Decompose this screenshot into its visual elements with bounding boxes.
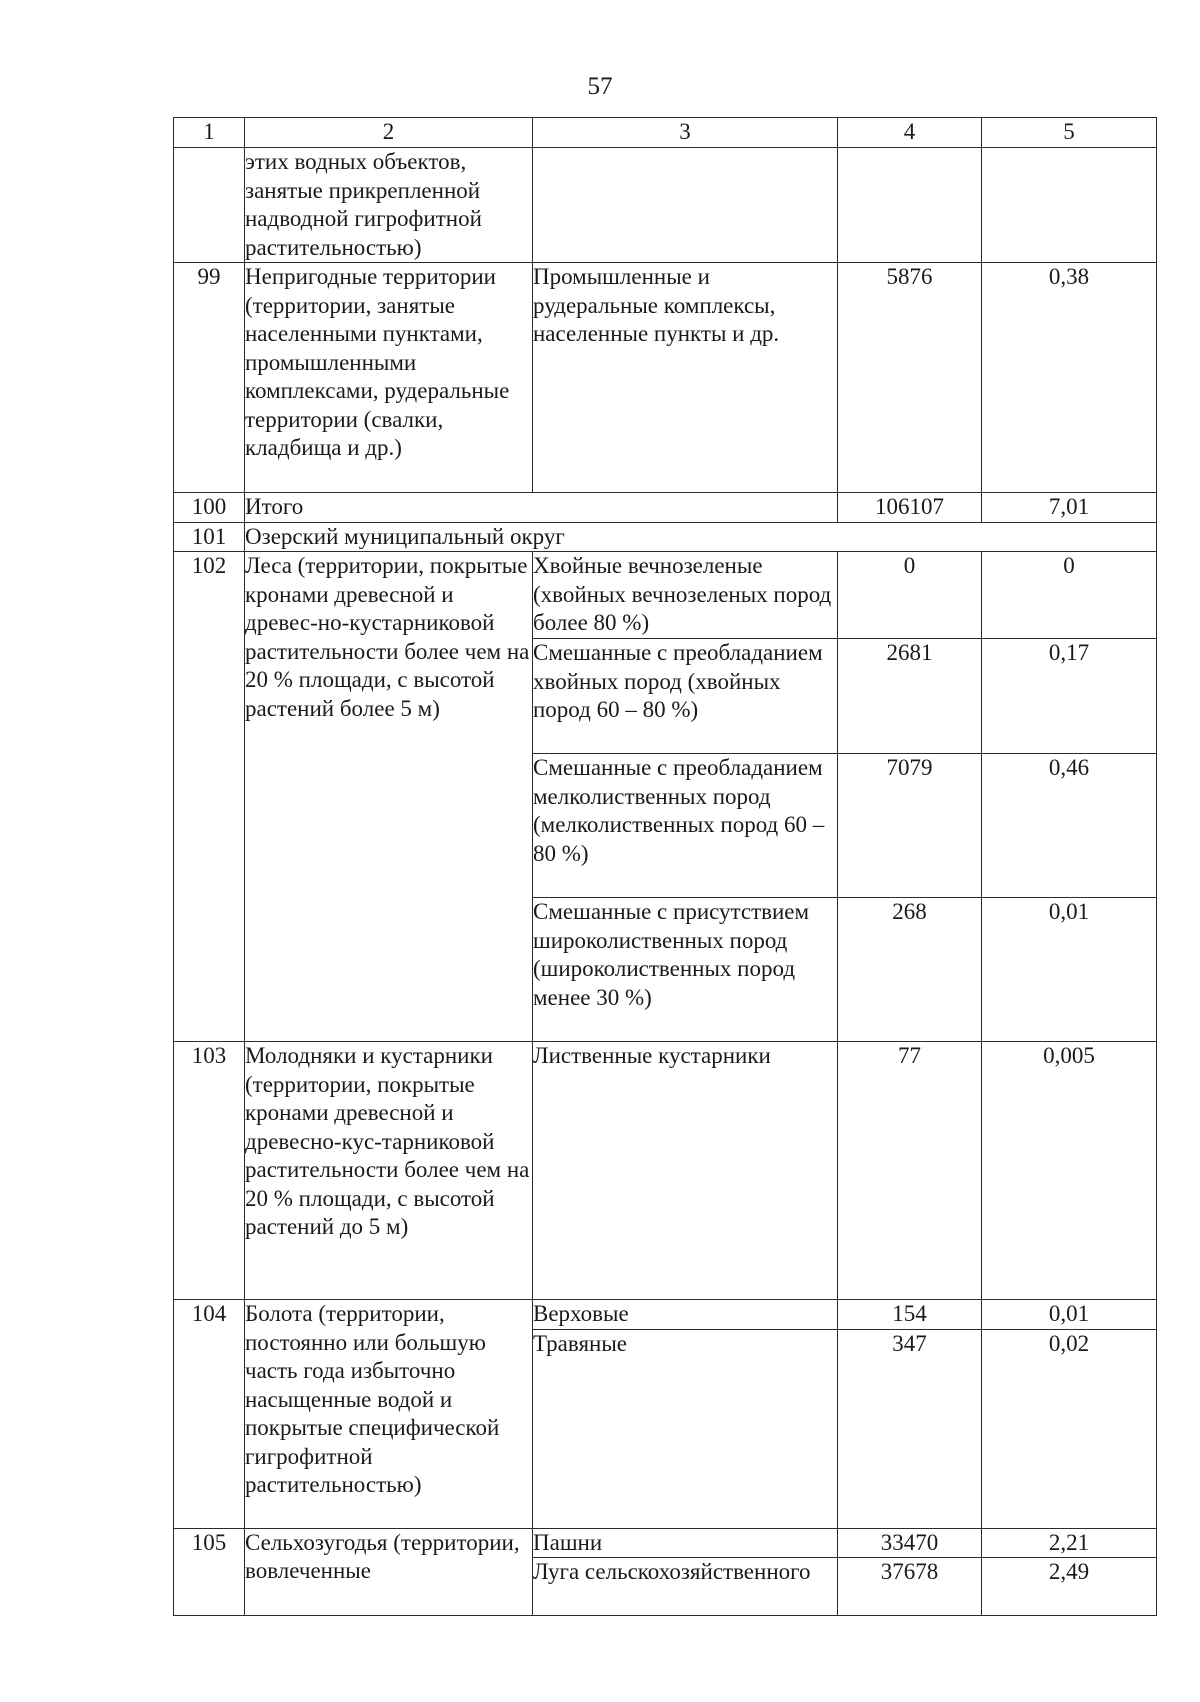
row-type: Верховые <box>533 1300 838 1330</box>
row-description: Итого <box>245 493 838 523</box>
table-row <box>174 148 1157 263</box>
row-percent: 0,17 <box>982 639 1157 754</box>
row-type: Луга сельскохозяйственного <box>533 1558 838 1616</box>
row-type: Пашни <box>533 1528 838 1558</box>
row-percent: 0,01 <box>982 898 1157 1042</box>
row-description: Леса (территории, покрытые кронами древесной и древес-но-кустарниковой растительности более чем на 20 % площади, с высотой растений более 5 м) <box>245 552 533 1042</box>
row-percent: 7,01 <box>982 493 1157 523</box>
row-area: 33470 <box>838 1528 982 1558</box>
row-area: 77 <box>838 1042 982 1300</box>
row-number: 103 <box>174 1042 245 1300</box>
row-percent: 0,01 <box>982 1300 1157 1330</box>
row-number: 104 <box>174 1300 245 1529</box>
row-number: 100 <box>174 493 245 523</box>
row-description: Молодняки и кустарники (территории, покрытые кронами древесной и древесно-кус-тарниковой растительности более чем на 20 % площади, с высотой растений до 5 м) <box>245 1042 533 1300</box>
row-area: 7079 <box>838 754 982 898</box>
row-percent <box>982 148 1157 263</box>
row-percent: 0,46 <box>982 754 1157 898</box>
row-area <box>838 148 982 263</box>
table-row <box>174 1528 1157 1558</box>
row-type: Лиственные кустарники <box>533 1042 838 1300</box>
data-table <box>173 117 1157 1616</box>
row-number: 102 <box>174 552 245 1042</box>
row-number: 101 <box>174 522 245 552</box>
table-row <box>174 552 1157 639</box>
row-type <box>533 148 838 263</box>
row-description: Сельхозугодья (территории, вовлеченные <box>245 1528 533 1616</box>
header-col-2: 2 <box>245 118 533 148</box>
row-type: Травяные <box>533 1329 838 1528</box>
row-percent: 0,38 <box>982 263 1157 493</box>
row-area: 347 <box>838 1329 982 1528</box>
row-percent: 2,21 <box>982 1528 1157 1558</box>
row-description: Болота (территории, постоянно или большую часть года избыточно насыщенные водой и покрытые специфической гигрофитной растительностью) <box>245 1300 533 1529</box>
header-col-3: 3 <box>533 118 838 148</box>
row-area: 154 <box>838 1300 982 1330</box>
row-type: Промышленные и рудеральные комплексы, населенные пункты и др. <box>533 263 838 493</box>
row-type: Хвойные вечнозеленые (хвойных вечнозеленых пород более 80 %) <box>533 552 838 639</box>
header-col-1: 1 <box>174 118 245 148</box>
row-area: 2681 <box>838 639 982 754</box>
table-row <box>174 493 1157 523</box>
row-percent: 2,49 <box>982 1558 1157 1616</box>
row-type: Смешанные с преобладанием мелколиственных пород (мелколиственных пород 60 – 80 %) <box>533 754 838 898</box>
table-row <box>174 522 1157 552</box>
row-number: 99 <box>174 263 245 493</box>
row-area: 5876 <box>838 263 982 493</box>
row-percent: 0,005 <box>982 1042 1157 1300</box>
row-area: 0 <box>838 552 982 639</box>
row-number: 105 <box>174 1528 245 1616</box>
table-row <box>174 1300 1157 1330</box>
row-area: 37678 <box>838 1558 982 1616</box>
row-type: Смешанные с присутствием широколиственных пород (широколиственных пород менее 30 %) <box>533 898 838 1042</box>
table-row <box>174 263 1157 493</box>
header-col-5: 5 <box>982 118 1157 148</box>
row-area: 106107 <box>838 493 982 523</box>
row-area: 268 <box>838 898 982 1042</box>
row-number <box>174 148 245 263</box>
header-row <box>174 118 1157 148</box>
section-title: Озерский муниципальный округ <box>245 522 1157 552</box>
row-percent: 0,02 <box>982 1329 1157 1528</box>
row-percent: 0 <box>982 552 1157 639</box>
page-number: 57 <box>587 73 613 100</box>
header-col-4: 4 <box>838 118 982 148</box>
row-type: Смешанные с преобладанием хвойных пород (хвойных пород 60 – 80 %) <box>533 639 838 754</box>
row-description: Непригодные территории (территории, занятые населенными пунктами, промышленными комплексами, рудеральные территории (свалки, кладбища и др.) <box>245 263 533 493</box>
table-row <box>174 1042 1157 1300</box>
row-description: этих водных объектов, занятые прикрепленной надводной гигрофитной растительностью) <box>245 148 533 263</box>
